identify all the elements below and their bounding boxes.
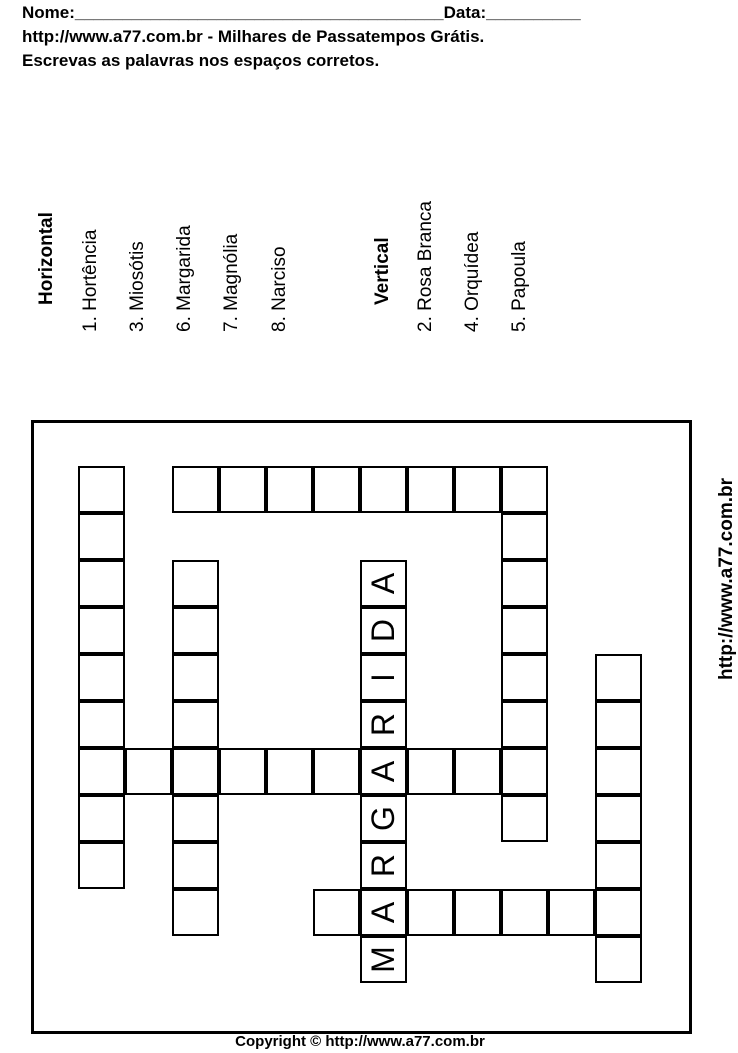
grid-cell[interactable] [172,466,219,513]
grid-cell[interactable] [595,654,642,701]
grid-cell[interactable] [78,842,125,889]
grid-cell[interactable] [454,466,501,513]
grid-cell[interactable] [172,654,219,701]
vertical-clue: 4. Orquídea [462,231,483,332]
grid-cell[interactable] [172,795,219,842]
grid-cell[interactable] [125,748,172,795]
filled-letter: M [365,946,401,973]
grid-cell[interactable] [313,466,360,513]
grid-cell[interactable] [266,748,313,795]
filled-letter: G [365,806,401,831]
horizontal-title: Horizontal [36,212,57,305]
grid-cell[interactable] [78,513,125,560]
grid-cell[interactable] [548,889,595,936]
grid-cell[interactable] [595,701,642,748]
copyright: Copyright © http://www.a77.com.br [235,1033,485,1050]
grid-cell[interactable] [407,466,454,513]
grid-cell[interactable] [313,889,360,936]
grid-cell[interactable] [219,466,266,513]
filled-letter: A [365,760,401,783]
grid-cell[interactable] [595,889,642,936]
grid-cell[interactable] [501,654,548,701]
grid-cell[interactable] [172,842,219,889]
grid-cell[interactable] [501,513,548,560]
grid-cell[interactable] [501,701,548,748]
grid-cell[interactable] [360,466,407,513]
filled-letter: A [365,901,401,924]
grid-cell[interactable] [501,607,548,654]
horizontal-clue: 6. Margarida [174,225,195,332]
horizontal-clue: 7. Magnólia [221,233,242,332]
grid-cell[interactable] [407,889,454,936]
grid-cell[interactable] [78,701,125,748]
grid-cell[interactable] [454,889,501,936]
filled-letter: R [365,712,401,737]
grid-cell[interactable] [501,889,548,936]
grid-cell[interactable] [78,607,125,654]
grid-cell[interactable] [78,466,125,513]
vertical-clue: 2. Rosa Branca [415,201,436,332]
grid-cell[interactable] [172,889,219,936]
filled-letter: I [365,673,401,682]
instruction-line: Escrevas as palavras nos espaços corretos. [22,51,380,70]
filled-letter: A [365,572,401,595]
grid-cell[interactable] [595,795,642,842]
grid-cell[interactable] [172,560,219,607]
filled-letter: D [365,618,401,643]
grid-cell[interactable] [78,654,125,701]
grid-cell[interactable] [78,795,125,842]
grid-cell[interactable] [172,748,219,795]
grid-cell[interactable] [595,748,642,795]
grid-cell[interactable] [78,748,125,795]
grid-cell[interactable] [172,701,219,748]
grid-cell[interactable] [78,560,125,607]
grid-cell[interactable] [501,560,548,607]
horizontal-clue: 8. Narciso [269,246,290,332]
grid-cell[interactable] [595,936,642,983]
grid-cell[interactable] [172,607,219,654]
grid-cell[interactable] [501,795,548,842]
grid-cell[interactable] [595,842,642,889]
name-date-line: Nome:_______________________________________Data:__________ [22,3,581,22]
grid-cell[interactable] [313,748,360,795]
grid-cell[interactable] [501,748,548,795]
grid-cell[interactable] [454,748,501,795]
grid-cell[interactable] [407,748,454,795]
filled-letter: R [365,853,401,878]
grid-cell[interactable] [266,466,313,513]
site-url-line: http://www.a77.com.br - Milhares de Passatempos Grátis. [22,27,485,46]
grid-cell[interactable] [501,466,548,513]
vertical-title: Vertical [372,237,393,305]
horizontal-clue: 3. Miosótis [127,241,148,332]
grid-cell[interactable] [219,748,266,795]
vertical-clue: 5. Papoula [509,241,530,332]
side-url: http://www.a77.com.br [716,478,737,680]
horizontal-clue: 1. Hortência [80,229,101,332]
